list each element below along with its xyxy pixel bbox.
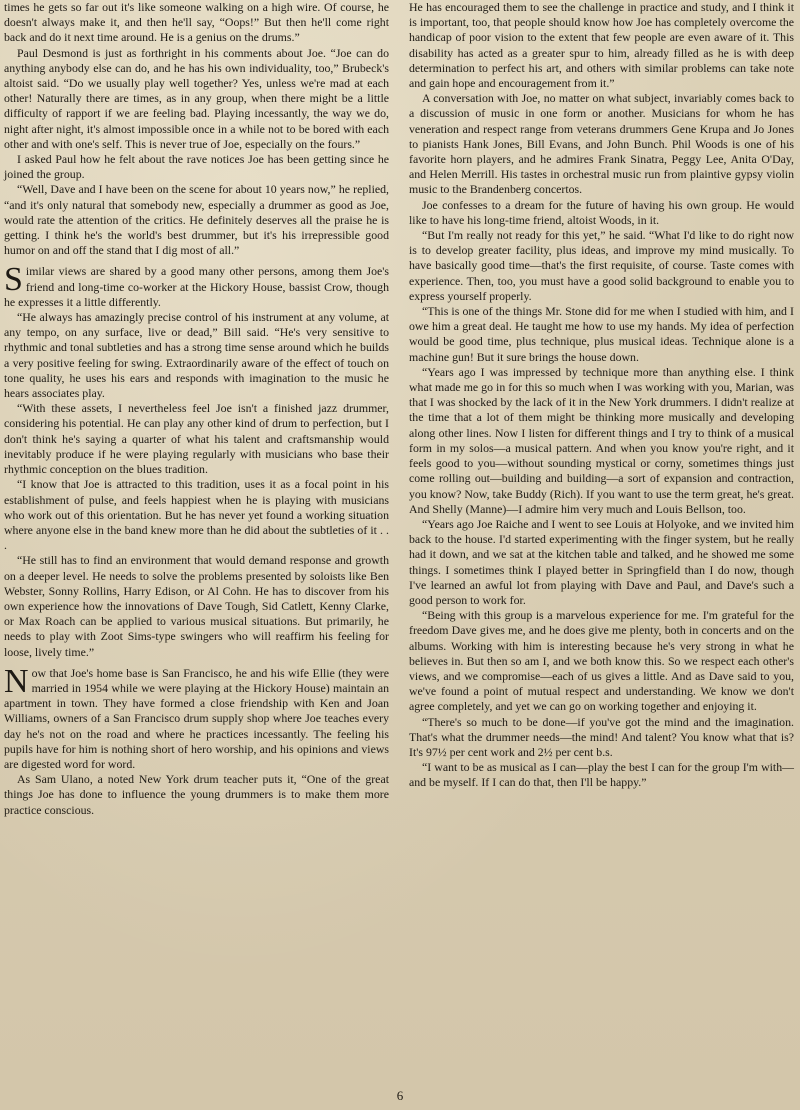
- drop-cap: N: [4, 662, 29, 700]
- paragraph: [409, 608, 794, 714]
- paragraph: [409, 0, 794, 91]
- paragraph: [409, 517, 794, 608]
- paragraph-text: “I want to be as musical as I can—play the best I can for the group I'm with—and be myself. If I can do that, then I'll be happy.”: [409, 760, 794, 790]
- paragraph: [4, 182, 389, 258]
- paragraph: [409, 365, 794, 517]
- paragraph-text: As Sam Ulano, a noted New York drum teacher puts it, “One of the great things Joe has done to influence the young drummers is to make them more practice conscious.: [4, 772, 389, 817]
- paragraph-text: “With these assets, I nevertheless feel Joe isn't a finished jazz drummer, considering his potential. He can play any other kind of drum to perfection, but I don't think he's saying a quarter of what his talent and craftsmanship would inevitably produce if he were playing regularly with musicians who base their rhythmic conception on the blues tradition.: [4, 401, 389, 477]
- paragraph: [4, 46, 389, 152]
- paragraph: [409, 91, 794, 197]
- paragraph-text: “Being with this group is a marvelous experience for me. I'm grateful for the freedom Dave gives me, and he does give me plenty, both in concerts and on the albums. Working with him is interesting because he's very strong in what he believes in. But then so am I, and we both know this. So we respect each other's views, and we compromise—each of us gives a little. And as Dave said to you, we've found a point of mutual respect and understanding. We know we don't agree completely, and yet we can go on working together and enjoying it.: [409, 608, 794, 714]
- section-paragraph: [4, 261, 389, 310]
- paragraph-text: Paul Desmond is just as forthright in his comments about Joe. “Joe can do anything anybody else can do, and he has his own individuality, too,” Brubeck's altoist said. “Do we usually play well together? Yes, unless we're mad at each other! Naturally there are times, as in any group, when there might be a little difficulty of rapport if we are feeling bad. Playing incessantly, the way we do, night after night, it's almost impossible once in a while not to be bored with each other and with one's self. This is never true of Joe, especially on the fours.”: [4, 45, 389, 151]
- paragraph-text: “But I'm really not ready for this yet,” he said. “What I'd like to do right now is to develop greater facility, plus ideas, and improve my mind musically. To have basically good time—that's the first requisite, of course. Taste comes with experience. Then, too, you must have a good solid background to enable you to express yourself properly.: [409, 228, 794, 303]
- paragraph: [4, 553, 389, 659]
- paragraph-text: “Well, Dave and I have been on the scene for about 10 years now,” he replied, “and it's only natural that somebody new, especially a drummer as good as Joe, would rate the attention of the critics. He definitely deserves all the praise he is getting. I think he's the world's best drummer, but it's his irrepressible good humor on and off the stand that I dig most of all.”: [4, 182, 389, 258]
- paragraph-text: ow that Joe's home base is San Francisco, he and his wife Ellie (they were married in 1954 while we were playing at the Hickory House) maintain an apartment in town. They have formed a close friendship with Ken and Joan Williams, owners of a San Francisco drum supply shop where Joe teaches every day he's not on the road and where he practices incessantly. The feeling his pupils have for him is nothing short of hero worship, and his opinions and views are digested word for word.: [4, 665, 389, 771]
- paragraph-text: “He always has amazingly precise control of his instrument at any volume, at any tempo, on any surface, live or dead,” Bill said. “He's very sensitive to rhythmic and tonal subtleties and has a strong time sense around which he builds a very positive feeling for swing. Extraordinarily aware of the effect of touch on tone quality, he uses his ears and responds with imagination to the music he hears associates play.: [4, 310, 389, 401]
- paragraph-text: “Years ago Joe Raiche and I went to see Louis at Holyoke, and we invited him back to the house. I'd started experimenting with the finger system, but he really had it down, and we sat at the kitchen table and talked, and he showed me some things. I sometimes think I played better in Springfield than I do now, though I've learned an awful lot from playing with Dave and Paul, and Dave's such a good person to work for.: [409, 516, 794, 607]
- paragraph-text: A conversation with Joe, no matter on what subject, invariably comes back to a discussion of music in one form or another. Musicians for whom he has veneration and respect range from veterans drummers Gene Krupa and Jo Jones to pianists Hank Jones, Bill Evans, and John Bunch. Phil Woods is one of his favorite horn players, and he admires Frank Sinatra, Peggy Lee, Anita O'Day, and Helen Merrill. His tastes in orchestral music run from plaintive gypsy violin music to the Brandenberg concertos.: [409, 91, 794, 197]
- paragraph-text: “Years ago I was impressed by technique more than anything else. I think what made me go in for this so much when I was working with you, Marian, was that I was shocked by the lack of it in the New York drummers. I didn't realize at the time that a lot of them might be thinking more musically and developing along other lines. Now I listen for different things and I try to think of a musical form in my solos—a musical pattern. And when you know you're right, and it feels good to you—without sounding mystical or corny, sometimes things just come rolling out—building and building—a sort of expansion and contraction, you know? Now, take Buddy (Rich). If you want to use the term great, he's great. And Shelly (Manne)—I admire him very much and Louis Bellson, too.: [409, 364, 794, 516]
- paragraph: [4, 772, 389, 818]
- paragraph-text: “This is one of the things Mr. Stone did for me when I studied with him, and I owe him a great deal. He taught me how to use my hands. My idea of perfection would be good time, plus technique, plus musical ideas. Technique alone is a machine gun! But it sure brings the house down.: [409, 304, 794, 364]
- paragraph-text: times he gets so far out it's like someone walking on a high wire. Of course, he doesn't always make it, and then he'll say, “Oops!” But then he'll come right back and do it next time around. He is a genius on the drums.”: [4, 0, 389, 45]
- left-text-column: [4, 0, 389, 818]
- paragraph-text: imilar views are shared by a good many other persons, among them Joe's friend and long-time co-worker at the Hickory House, bassist Crow, though he expresses it a little differently.: [4, 264, 389, 309]
- paragraph: [409, 228, 794, 304]
- paragraph: [4, 401, 389, 477]
- paragraph: [4, 0, 389, 46]
- paragraph-text: “There's so much to be done—if you've got the mind and the imagination. That's what the drummer needs—the mind! And talent? You know what that is? It's 97½ per cent work and 2½ per cent b.s.: [409, 714, 794, 759]
- paragraph-text: Joe confesses to a dream for the future of having his own group. He would like to have his long-time friend, altoist Woods, in it.: [409, 197, 794, 227]
- paragraph: [4, 310, 389, 401]
- paragraph-text: I asked Paul how he felt about the rave notices Joe has been getting since he joined the group.: [4, 152, 389, 182]
- right-text-column: [409, 0, 794, 791]
- paragraph: [409, 304, 794, 365]
- paragraph: [409, 715, 794, 761]
- paragraph: [409, 760, 794, 790]
- page-number: 6: [396, 1088, 404, 1103]
- paragraph-text: He has encouraged them to see the challenge in practice and study, and I think it is important, too, that people should know how Joe has completely overcome the handicap of poor vision to the extent that few people are even aware of it. This disability has acted as a greater spur to him, already filled as he is with deep determination to perfect his art, and others with similar problems can take note and gain hope and encouragement from it.”: [409, 0, 794, 91]
- paragraph: [4, 152, 389, 182]
- paragraph-text: “I know that Joe is attracted to this tradition, uses it as a focal point in his establishment of pulse, and feels happiest when he is playing with musicians who work out of this orientation. But he has never yet found a working situation where anyone else in the band knew more than he did about the subtleties of it . . .: [4, 477, 389, 553]
- drop-cap: S: [4, 261, 23, 299]
- paragraph-text: “He still has to find an environment that would demand response and growth on a deeper level. He needs to solve the problems presented by soloists like Ben Webster, Sonny Rollins, Harry Edison, or Al Cohn. He has to discover from his own experience how the innovations of Dave Tough, Sid Catlett, Kenny Clarke, or Max Roach can be applied to various musical situations. But primarily, he needs to play with Zoot Sims-type swingers who will reaffirm his feeling for loose, lively time.”: [4, 553, 389, 659]
- paragraph: [409, 198, 794, 228]
- paragraph: [4, 477, 389, 553]
- section-paragraph: [4, 662, 389, 772]
